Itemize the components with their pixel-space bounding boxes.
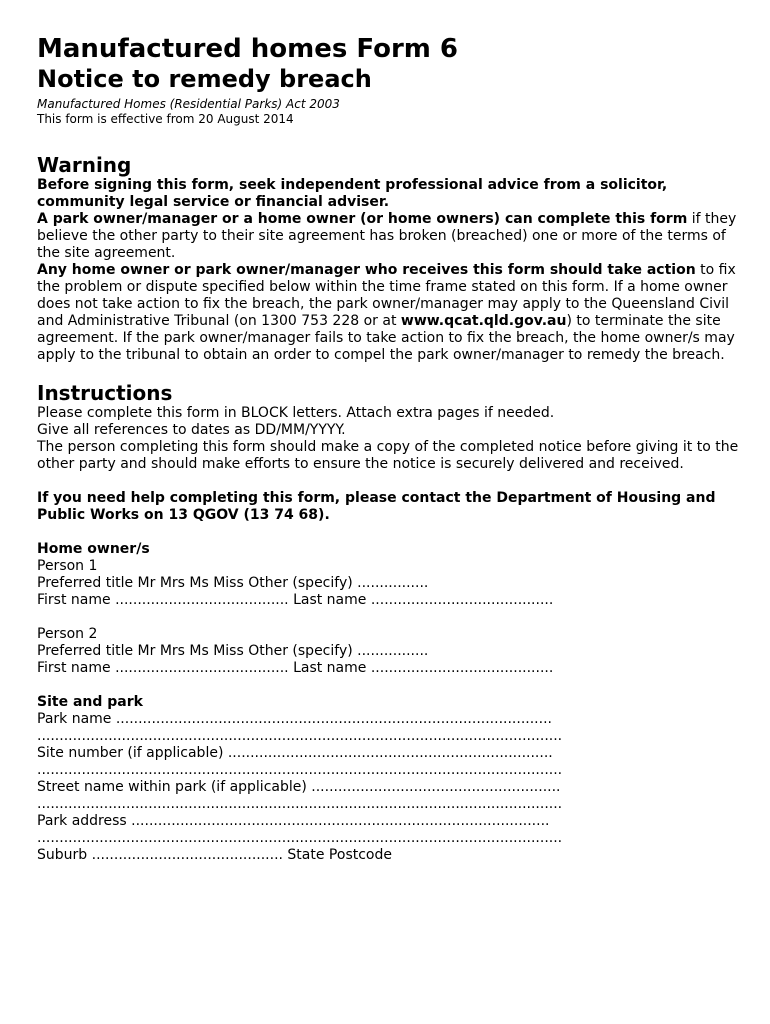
warning-paragraph-1	[37, 177, 742, 211]
person-1-name-field[interactable]: First name ....................................... Last name .........................................	[37, 592, 554, 608]
site-and-park-heading: Site and park	[37, 694, 143, 710]
park-address-field[interactable]: Park address ..............................................................................................	[37, 813, 550, 829]
park-address-continuation[interactable]: ......................................................................................................................	[37, 830, 563, 846]
person-1-title-field[interactable]: Preferred title Mr Mrs Ms Miss Other (specify) ................	[37, 575, 429, 591]
warning-breach-text: if they believe the other party to their site agreement has broken (breached) one or more of the terms of the site agreement.	[37, 211, 737, 261]
suburb-state-postcode-field[interactable]: Suburb ........................................... State Postcode	[37, 847, 392, 863]
street-name-continuation[interactable]: ......................................................................................................................	[37, 796, 563, 812]
person-2-label: Person 2	[37, 626, 98, 642]
form-page	[37, 34, 742, 864]
warning-advice-text: Before signing this form, seek independent professional advice from a solicitor, community legal service or financial adviser.	[37, 177, 668, 210]
street-name-field[interactable]: Street name within park (if applicable) ........................................................	[37, 779, 561, 795]
person-2-title-field[interactable]: Preferred title Mr Mrs Ms Miss Other (specify) ................	[37, 643, 429, 659]
park-name-continuation[interactable]: ......................................................................................................................	[37, 728, 563, 744]
warning-paragraph-3	[37, 262, 742, 364]
warning-take-action: Any home owner or park owner/manager who receives this form should take action	[37, 262, 696, 278]
form-subtitle: Notice to remedy breach	[37, 65, 372, 93]
effective-date: This form is effective from 20 August 2014	[37, 112, 294, 126]
help-contact-text: If you need help completing this form, please contact the Department of Housing and Public Works on 13 QGOV (13 74 68).	[37, 490, 716, 523]
instructions-heading: Instructions	[37, 381, 173, 405]
warning-terminate-text: ) to terminate the site agreement. If the park owner/manager fails to take action to fix the breach, the home owner/s may apply to the tribunal to obtain an order to compel the park owner/manager to remedy the breach.	[37, 313, 735, 363]
warning-heading: Warning	[37, 153, 132, 177]
spacer	[37, 524, 742, 541]
qcat-website-link[interactable]: www.qcat.qld.gov.au	[400, 313, 567, 329]
spacer	[37, 677, 742, 694]
person-2-name-field[interactable]: First name ....................................... Last name .........................................	[37, 660, 554, 676]
site-number-continuation[interactable]: ......................................................................................................................	[37, 762, 563, 778]
spacer	[37, 609, 742, 626]
warning-who-can-complete: A park owner/manager or a home owner (or home owners) can complete this form	[37, 211, 688, 227]
park-name-field[interactable]: Park name ..................................................................................................	[37, 711, 552, 727]
instruction-date-format: Give all references to dates as DD/MM/YYYY.	[37, 422, 346, 438]
instruction-block-letters: Please complete this form in BLOCK letters. Attach extra pages if needed.	[37, 405, 555, 421]
spacer	[37, 473, 742, 490]
form-title: Manufactured homes Form 6	[37, 34, 459, 64]
home-owners-heading: Home owner/s	[37, 541, 150, 557]
act-reference: Manufactured Homes (Residential Parks) Act 2003	[37, 97, 340, 111]
person-1-label: Person 1	[37, 558, 98, 574]
site-number-field[interactable]: Site number (if applicable) .........................................................................	[37, 745, 553, 761]
warning-action-text: to fix the problem or dispute specified below within the time frame stated on this form. If a home owner does not take action to fix the breach, the park owner/manager may apply to the Queensland Civil and Administrative Tribunal (on 1300 753 228 or at	[37, 262, 736, 329]
warning-paragraph-2	[37, 211, 742, 262]
instruction-copy-notice: The person completing this form should make a copy of the completed notice before giving it to the other party and should make efforts to ensure the notice is securely delivered and received.	[37, 439, 739, 472]
